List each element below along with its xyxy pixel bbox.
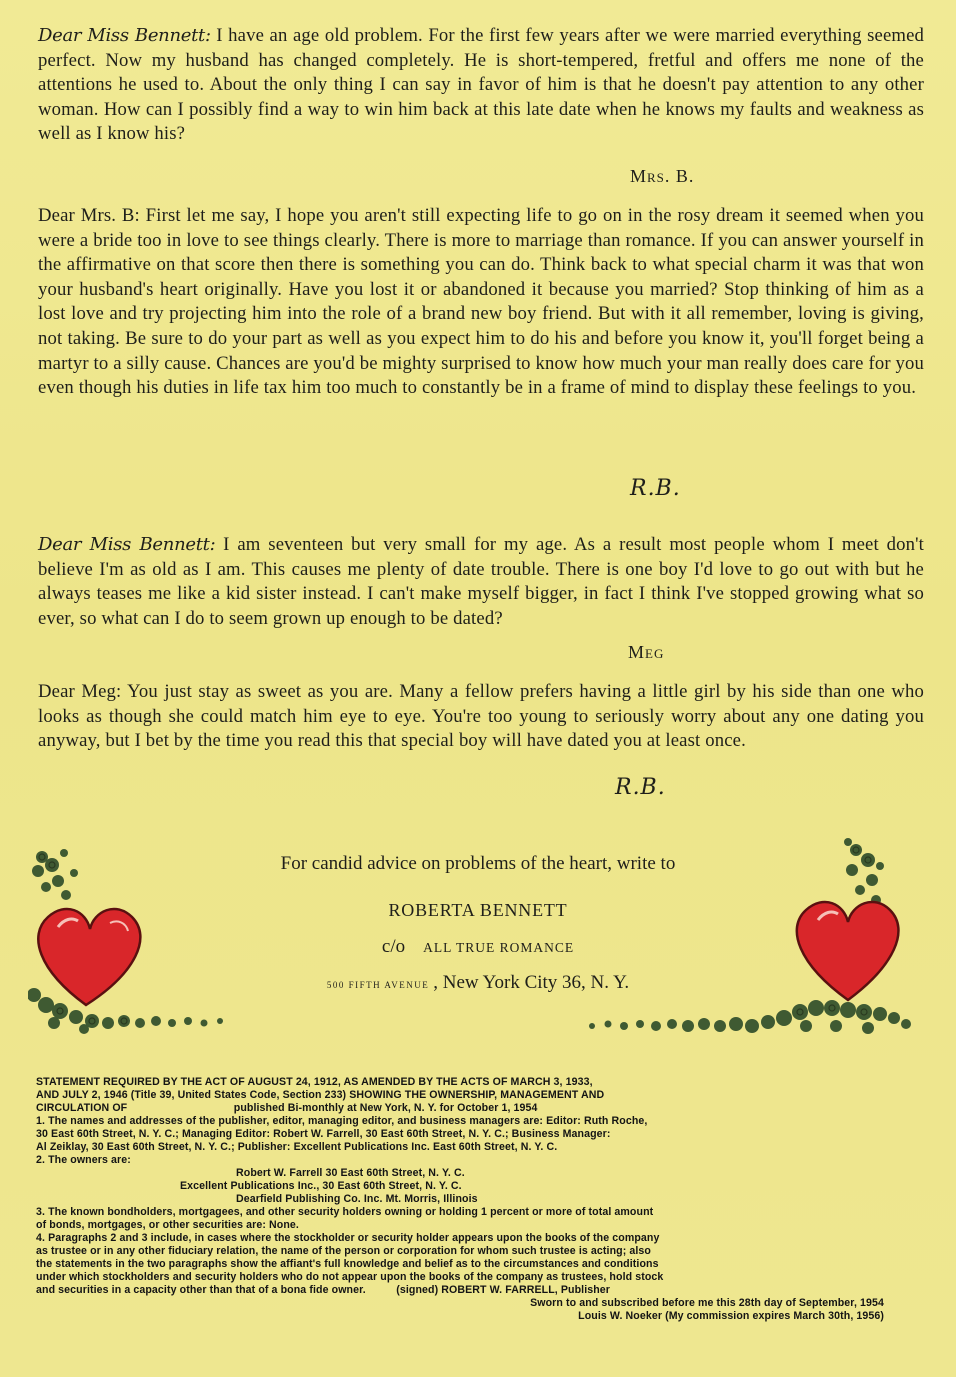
reply-2-initials: R.B. <box>615 775 666 800</box>
reply-1-initials: R.B. <box>630 476 681 501</box>
statement-line: 1. The names and addresses of the publisher, editor, managing editor, and business managers are: Editor: Ruth Roche, <box>36 1115 648 1127</box>
statement-line: Dearfield Publishing Co. Inc. Mt. Morris, Illinois <box>236 1193 478 1205</box>
statement-line: the statements in the two paragraphs show the affiant's full knowledge and belief as to the circumstances and conditions <box>36 1258 659 1270</box>
statement-line: as trustee or in any other fiduciary relation, the name of the person or corporation for whom such trustee is acting; also <box>36 1245 651 1257</box>
magazine-name: ALL TRUE ROMANCE <box>423 940 575 955</box>
statement-line: 2. The owners are: <box>36 1154 131 1166</box>
letter-2-greeting: Dear Miss Bennett: <box>38 534 216 555</box>
contact-care-of <box>0 936 956 958</box>
statement-line: 30 East 60th Street, N. Y. C.; Managing Editor: Robert W. Farrell, 30 East 60th Street, N. Y. C.; Business Manager: <box>36 1128 611 1140</box>
street-address: 500 FIFTH AVENUE <box>326 980 430 990</box>
reply-2 <box>38 680 924 754</box>
letter-2-text <box>38 533 924 631</box>
statement-line: Louis W. Noeker (My commission expires March 30th, 1956) <box>578 1310 884 1322</box>
city-address: , New York City 36, N. Y. <box>433 972 630 993</box>
statement-line: Robert W. Farrell 30 East 60th Street, N. Y. C. <box>236 1167 465 1179</box>
letter-1 <box>38 24 924 147</box>
statement-line: 3. The known bondholders, mortgagees, and other security holders owning or holding 1 percent or more of total amount <box>36 1206 654 1218</box>
statement-line: 4. Paragraphs 2 and 3 include, in cases where the stockholder or security holder appears upon the books of the company <box>36 1232 660 1244</box>
reply-2-text: Dear Meg: You just stay as sweet as you are. Many a fellow prefers having a little girl by his side than one who looks as though she could match him eye to eye. You're too young to seriously worry about any one dating you anyway, but I bet by the time you read this that special boy will have dated you at least once. <box>38 681 924 752</box>
letter-1-text <box>38 24 924 147</box>
letter-1-body: I have an age old problem. For the first few years after we were married everything seemed perfect. Now my husband has changed completely. He is short-tempered, fretful and offers me none of the attentions he used to. About the only thing I can say in favor of him is that he doesn't pay attention to any other woman. How can I possibly find a way to win him back at this late date when he knows my faults and weakness as well as I know his? <box>38 25 925 145</box>
statement-line: AND JULY 2, 1946 (Title 39, United States Code, Section 233) SHOWING THE OWNERSHIP, MANAGEMENT AND <box>36 1089 605 1101</box>
letter-2-signature: Meg <box>628 642 665 662</box>
reply-1-text: Dear Mrs. B: First let me say, I hope you aren't still expecting life to go on in the rosy dream it seemed when you were a bride too in love to see things clearly. There is more to marriage than romance. If you can answer yourself in the affirmative on that score then there is something you can do. Think back to what special charm it was that won your husband's heart originally. Have you lost it or abandoned it because you married? Stop thinking of him as a lost love and try projecting him into the role of a brand new boy friend. But with it all remember, loving is giving, not taking. Be sure to do your part as well as you expect him to do his and before you know it, you'll forget being a martyr to a silly cause. Chances are you'd be mighty surprised to know how much your man really does care for you even though his duties in life tax him too much to constantly be in a frame of mind to display these feelings to you. <box>38 205 924 399</box>
ownership-statement <box>36 1076 884 1323</box>
letter-2-body: I am seventeen but very small for my age. As a result most people whom I meet don't believe I'm as old as I am. This causes me plenty of date trouble. There is one boy I'd love to go out with but he always teases me like a kid sister instead. I can't make myself bigger, in fact I think I've stopped growing what so ever, so what can I do to seem grown up enough to be dated? <box>38 534 924 629</box>
reply-1 <box>38 204 924 401</box>
statement-line: of bonds, mortgages, or other securities are: None. <box>36 1219 299 1231</box>
letter-1-greeting: Dear Miss Bennett: <box>38 25 211 46</box>
letter-1-signature: Mrs. B. <box>630 166 695 186</box>
statement-line: under which stockholders and security holders who do not appear upon the books of the company as trustees, hold stock <box>36 1271 664 1283</box>
care-of-label: c/o <box>381 936 406 957</box>
statement-line: STATEMENT REQUIRED BY THE ACT OF AUGUST 24, 1912, AS AMENDED BY THE ACTS OF MARCH 3, 1933, <box>36 1076 593 1088</box>
statement-line: CIRCULATION OF published Bi-monthly at New York, N. Y. for October 1, 1954 <box>36 1102 538 1114</box>
statement-line: Al Zeiklay, 30 East 60th Street, N. Y. C.; Publisher: Excellent Publications Inc. East 60th Street, N. Y. C. <box>36 1141 558 1153</box>
contact-address <box>0 972 956 994</box>
statement-line: Excellent Publications Inc., 30 East 60th Street, N. Y. C. <box>180 1180 462 1192</box>
statement-line: and securities in a capacity other than that of a bona fide owner. (signed) ROBERT W. FARRELL, Publisher <box>36 1284 611 1296</box>
letter-2 <box>38 533 924 631</box>
contact-name: ROBERTA BENNETT <box>388 900 568 920</box>
statement-line: Sworn to and subscribed before me this 28th day of September, 1954 <box>530 1297 884 1309</box>
contact-intro: For candid advice on problems of the heart, write to <box>280 853 676 874</box>
